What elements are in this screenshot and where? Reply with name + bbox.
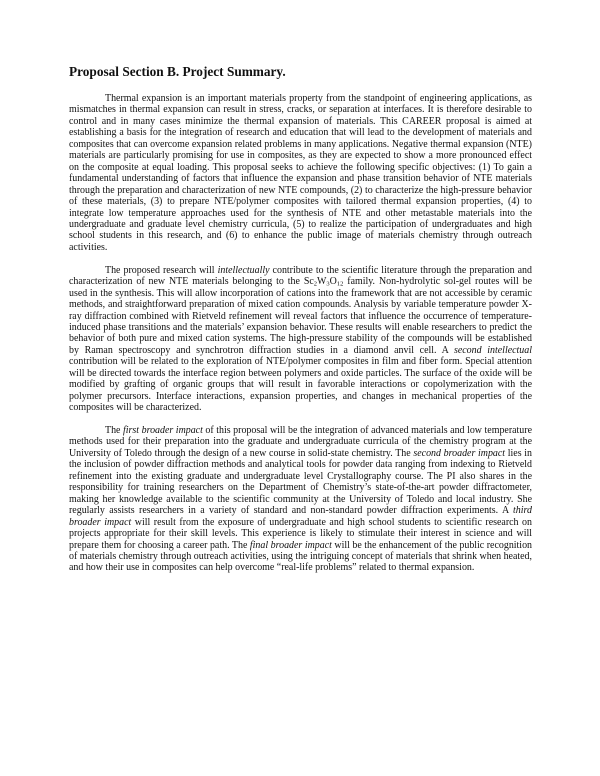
formula-element: O (329, 276, 337, 288)
paragraph-intellectual-merit (69, 265, 532, 414)
text-run: The (105, 425, 124, 437)
text-run: of this proposal will be the integration of advanced materials and low temperature methods used for their preparation into the graduate and undergraduate curricula of the chemistry program at the University of Toledo through the design of a new course in solid-state chemistry. The (69, 425, 532, 459)
chemical-formula (304, 276, 344, 287)
text-run: will be the enhancement of the public recognition of materials chemistry through outreach activities, using the intriguing concept of materials that shrink when heated, and how their use in composites can help overcome “real-life problems” related to thermal expansion. (69, 539, 533, 574)
section-heading: Proposal Section B. Project Summary. (69, 64, 286, 79)
emphasis-second-intellectual: second intellectual (453, 344, 532, 356)
text-run: contribute to the scientific literature through the preparation and characterization of new NTE materials belonging to the (69, 264, 532, 288)
emphasis-first-broader-impact: first broader impact (123, 425, 203, 437)
text-run: contribution will be related to the exploration of NTE/polymer composites in film and fiber form. Special attention will be directed towards the interface region between polymers and oxide particles. The surface of the oxide will be modified by grafting of organic groups that will result in favorable interactions or copolymerization with the polymer precursors. Interface interactions, expansion properties, and changes in mechanical properties of the composites will be characterized. (69, 356, 532, 414)
paragraph-broader-impacts (69, 425, 532, 574)
emphasis-second-broader-impact: second broader impact (413, 447, 506, 459)
text-run: family. Non-hydrolytic sol-gel routes will be used in the synthesis. This will allow incorporation of cations into the framework that are not accessible by ceramic methods, and straightforward preparation of mixed cation compounds. Analysis by variable temperature powder X-ray diffraction combined with Rietveld refinement will reveal factors that influence the occurrence of temperature-induced phase transitions and the materials’ expansion behavior. These results will enable researchers to predict the behavior of both pure and mixed cation systems. The high-pressure stability of the compounds will be established by Raman spectroscopy and synchrotron diffraction studies in a diamond anvil cell. A (69, 276, 532, 356)
formula-subscript: 2 (313, 280, 318, 288)
paragraph-objectives: Thermal expansion is an important materials property from the standpoint of engineering applications, as mismatches in thermal expansion can result in stress, cracks, or separation at interfaces. It is therefore desirable to control and in many cases minimize the thermal expansion of materials. This CAREER proposal is aimed at establishing a basis for the integration of research and education that will lead to the development of materials and composites that can overcome expansion related problems in many applications. Negative thermal expansion (NTE) materials are particularly promising for use in composites, as they are expected to show a more pronounced effect on the composite at equal loading. This proposal seeks to achieve the following specific objectives: (1) To gain a fundamental understanding of factors that influence the expansion and phase transition behavior of NTE materials through the preparation and characterization of new NTE compounds, (2) to characterize the high-pressure behavior of these materials, (3) to prepare NTE/polymer composites with tailored thermal expansion properties, (4) to integrate low temperature approaches used for the synthesis of NTE and other metastable materials into the undergraduate and graduate level chemistry curricula, (5) to realize the participation of undergraduates and high school students in this research, and (6) to enhance the public image of materials chemistry through outreach activities. (69, 93, 532, 253)
text-run: lies in the inclusion of powder diffraction methods and analytical tools for powder data ranging from indexing to Rietveld refinement into the existing graduate and undergraduate level Crystallography course. The PI also shares in the responsibility for training researchers on the Department of Chemistry’s state-of-the-art powder diffractometer, making her knowledge available to the scientific community at the University of Toledo and local industry. She regularly assists researchers in a variety of standard and non-standard powder diffraction experiments. A (69, 447, 533, 517)
formula-element: W (317, 276, 327, 288)
formula-subscript: 12 (336, 280, 344, 288)
formula-element: Sc (303, 276, 314, 288)
emphasis-intellectually: intellectually (217, 264, 270, 276)
emphasis-third-broader-impact: third broader impact (69, 505, 532, 528)
text-run: The proposed research will (105, 264, 218, 276)
emphasis-final-broader-impact: final broader impact (249, 539, 332, 551)
text-run: will result from the exposure of undergraduate and high school students to scientific research on projects appropriate for their skill levels. This experience is likely to stimulate their interest in science and will prepare them for choosing a career path. The (69, 516, 532, 551)
formula-subscript: 3 (326, 280, 330, 288)
